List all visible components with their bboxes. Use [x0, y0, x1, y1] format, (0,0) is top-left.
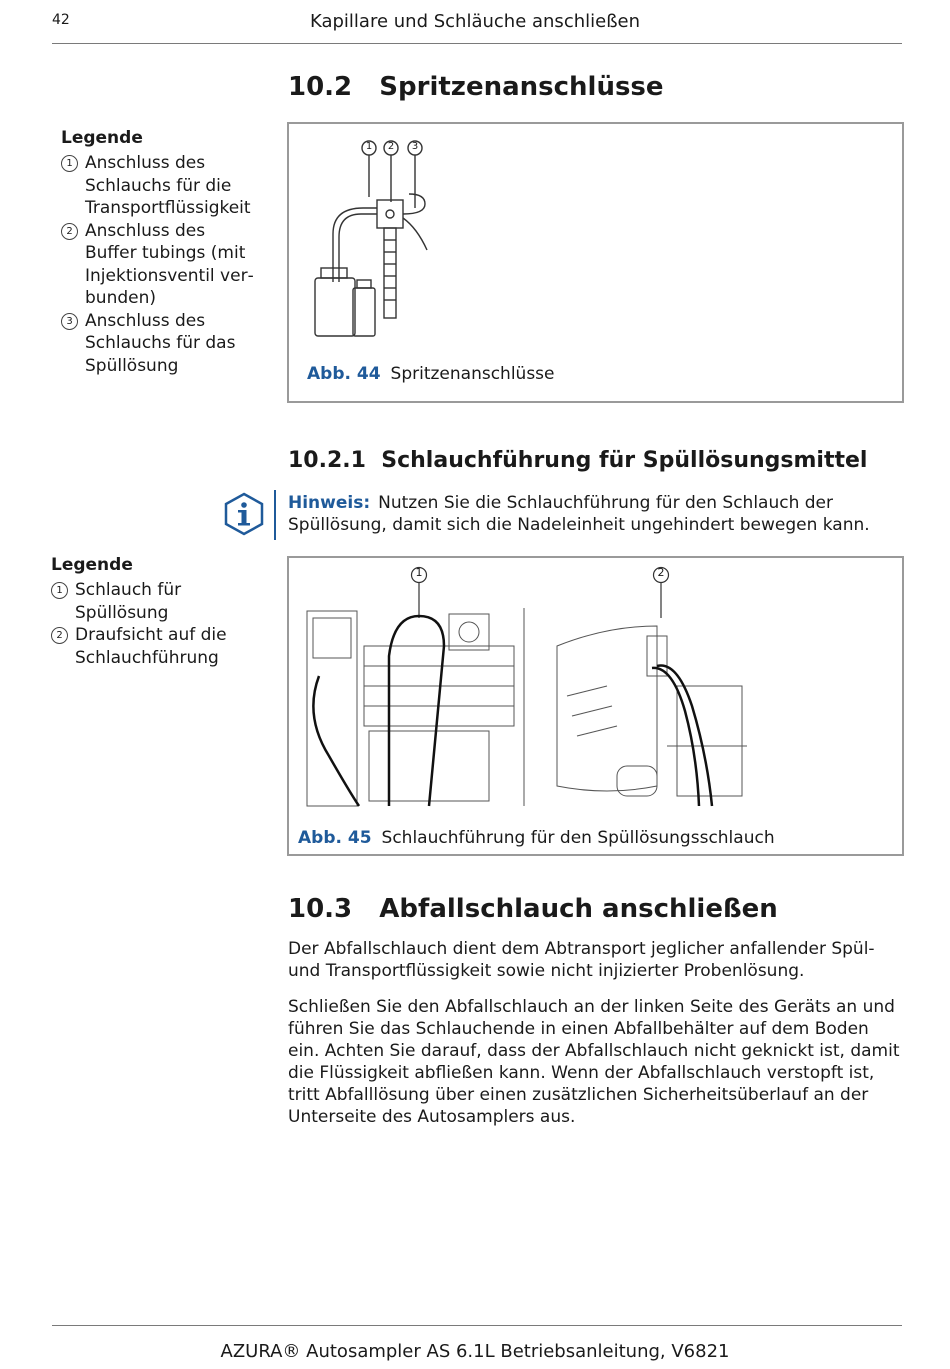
footer-rule — [52, 1325, 902, 1326]
paragraph: Schließen Sie den Abfallschlauch an der linken Seite des Geräts an und führen Sie das Schlauchende in einen Abfallbehälter auf dem Boden ein. Achten Sie darauf, dass der Abfallschlauch nicht geknickt ist, damit die Flüssigkeit abfließen kann. Wenn der Abfallschlauch verstopft ist, tritt Abfalllösung über einen zusätzlichen Sicherheitsüberlauf an der Unterseite des Autosamplers aus. — [288, 997, 900, 1127]
legend-number: 3 — [61, 313, 78, 330]
legend-text: Anschluss des Schlauchs für das Spüllösung — [85, 310, 236, 376]
section-heading-10-2-1: 10.2.1 Schlauchführung für Spüllösungsmittel — [288, 448, 868, 473]
caption-label: Abb. 44 — [307, 364, 381, 384]
paragraph: Der Abfallschlauch dient dem Abtransport jeglicher anfallender Spül- und Transportflüssigkeit sowie nicht injizierter Probenlösung. — [288, 939, 875, 981]
legend-item — [61, 220, 261, 310]
legend-item — [51, 579, 271, 624]
note-text: Nutzen Sie die Schlauchführung für den Schlauch der Spüllösung, damit sich die Nadeleinheit ungehindert bewegen kann. — [288, 493, 870, 535]
page-number: 42 — [52, 12, 70, 28]
legend-text: Schlauch für Spüllösung — [75, 580, 182, 623]
header-rule — [52, 43, 902, 44]
callout-3: 3 — [411, 141, 419, 152]
legend-item — [51, 624, 271, 669]
legend-title: Legende — [61, 128, 143, 148]
figure-45 — [287, 556, 904, 856]
legend-title: Legende — [51, 555, 133, 575]
legend-text: Anschluss des Buffer tubings (mit Injektionsventil verbunden) — [85, 220, 254, 308]
syringe-connections-drawing — [299, 132, 499, 352]
section-heading-10-3: 10.3 Abfallschlauch anschließen — [288, 894, 778, 924]
legend-number: 1 — [51, 582, 68, 599]
legend-10-2 — [61, 128, 261, 377]
legend-text: Draufsicht auf die Schlauchführung — [75, 625, 227, 668]
callout-2: 2 — [657, 566, 665, 579]
legend-number: 2 — [51, 627, 68, 644]
figure-caption-45 — [298, 828, 775, 848]
running-header: Kapillare und Schläuche anschließen — [309, 11, 641, 32]
note-label: Hinweis: — [288, 493, 371, 513]
tube-guide-side-view-drawing — [299, 606, 531, 811]
footer-text: AZURA® Autosampler AS 6.1L Betriebsanleitung, V6821 — [220, 1341, 730, 1362]
caption-text: Schlauchführung für den Spüllösungsschlauch — [381, 828, 775, 848]
callout-1: 1 — [415, 566, 423, 579]
figure-44 — [287, 122, 904, 403]
figure-caption-44 — [307, 364, 555, 384]
tube-guide-top-view-drawing — [547, 606, 747, 811]
callout-1: 1 — [365, 141, 373, 152]
caption-text: Spritzenanschlüsse — [390, 364, 555, 384]
note-block — [288, 492, 888, 536]
legend-text: Anschluss des Schlauchs für die Transportflüssigkeit — [85, 153, 251, 218]
legend-number: 2 — [61, 223, 78, 240]
legend-item — [61, 310, 261, 378]
legend-list — [61, 152, 261, 377]
section-heading-10-2: 10.2 Spritzenanschlüsse — [288, 72, 664, 102]
caption-label: Abb. 45 — [298, 828, 372, 848]
legend-10-2-1 — [51, 555, 271, 669]
section-10-3-body — [288, 938, 904, 1142]
legend-number: 1 — [61, 155, 78, 172]
callout-2: 2 — [387, 141, 395, 152]
note-divider — [274, 490, 276, 540]
legend-list — [51, 579, 271, 669]
legend-item — [61, 152, 261, 220]
info-icon — [222, 492, 266, 540]
